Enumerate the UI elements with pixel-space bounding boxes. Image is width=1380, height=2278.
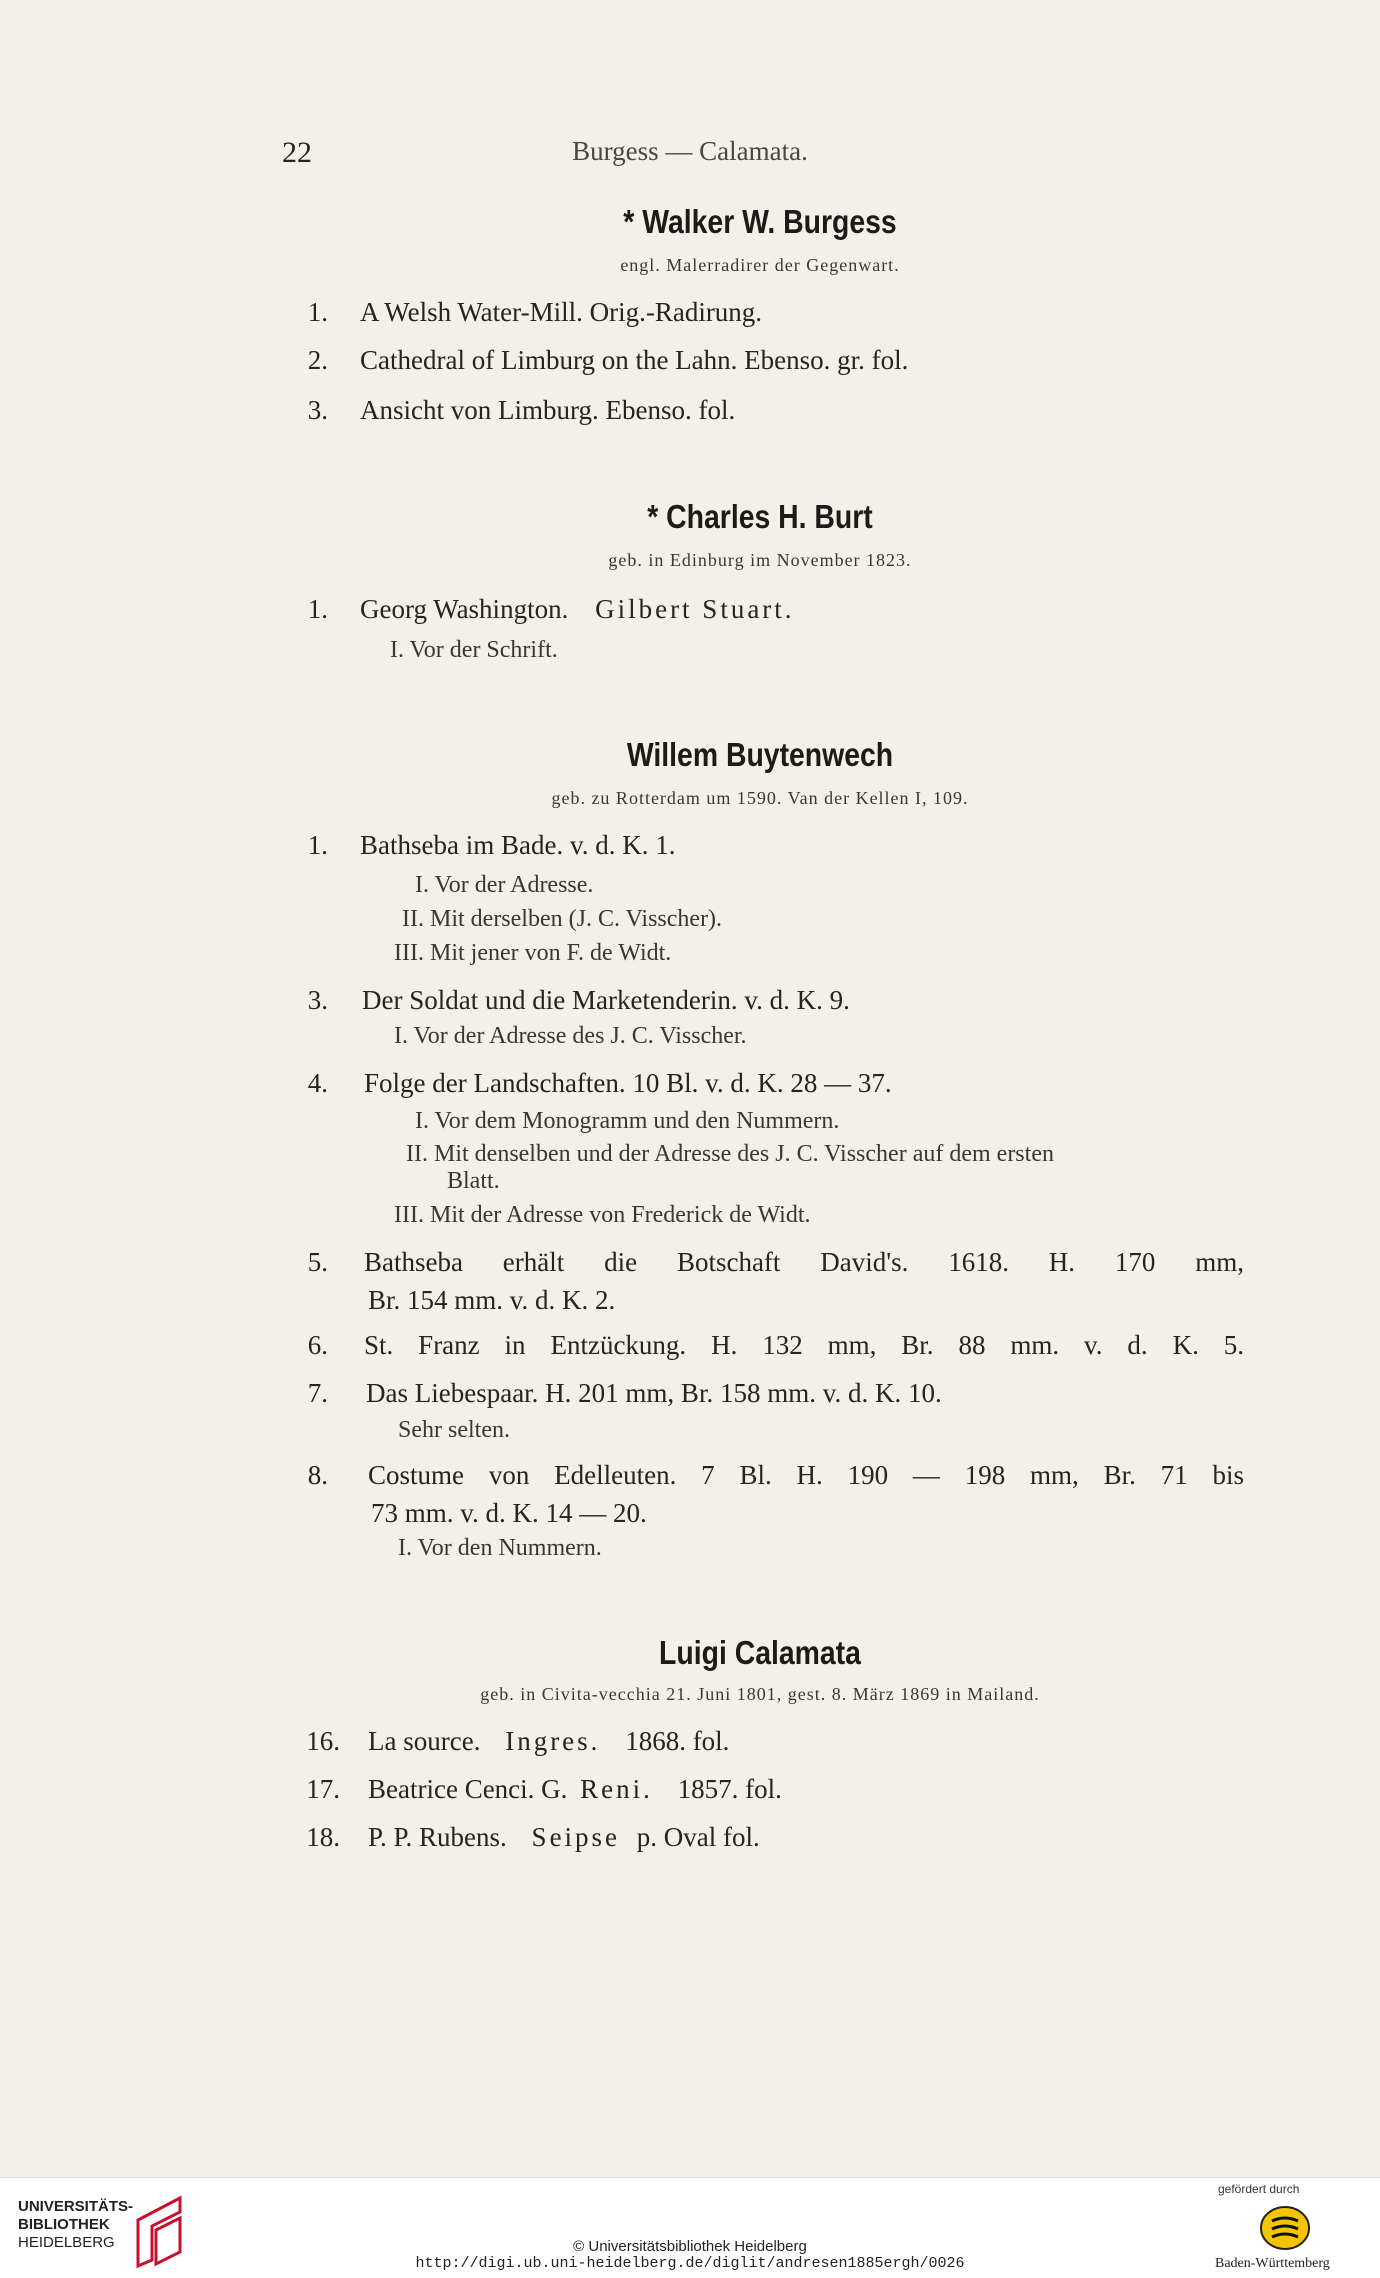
state-note: II. Mit denselben und der Adresse des J. C. Visscher auf dem ersten <box>406 1141 1054 1167</box>
copyright-notice <box>0 2238 1380 2272</box>
entry-artist: Seipse <box>531 1822 621 1852</box>
entry-title: P. P. Rubens. <box>368 1822 507 1852</box>
state-note: II. Mit derselben (J. C. Visscher). <box>402 906 723 932</box>
state-note: I. Vor der Adresse. <box>415 872 594 898</box>
entry-number: 1. <box>307 830 328 860</box>
entry-title: La source. <box>368 1726 481 1756</box>
entry-number: 7. <box>307 1378 328 1408</box>
state-note: III. Mit der Adresse von Frederick de Widt. <box>394 1202 811 1228</box>
entry-text <box>360 594 795 625</box>
entry-number: 5. <box>307 1247 328 1277</box>
section-heading-buytenwech: Willem Buytenwech <box>626 736 894 773</box>
entry-title: Georg Washington. <box>360 594 569 624</box>
state-note: I. Vor dem Monogramm und den Nummern. <box>415 1108 840 1134</box>
entry-text-continued: Br. 154 mm. v. d. K. 2. <box>368 1285 616 1315</box>
entry-title: Beatrice Cenci. G. <box>368 1774 568 1804</box>
entry-text: Costume von Edelleuten. 7 Bl. H. 190 — 198 mm, Br. 71 bis <box>368 1460 1244 1490</box>
entry-tail: 1857. fol. <box>677 1774 782 1804</box>
section-subtitle-calamata: geb. in Civita-vecchia 21. Juni 1801, gest. 8. März 1869 in Mailand. <box>480 1684 1040 1704</box>
section-subtitle-buytenwech: geb. zu Rotterdam um 1590. Van der Kellen I, 109. <box>551 788 969 808</box>
entry-artist: Reni. <box>580 1774 653 1804</box>
entry-text: Cathedral of Limburg on the Lahn. Ebenso. gr. fol. <box>360 345 909 375</box>
entry-number: 3. <box>307 985 328 1015</box>
entry-tail: p. Oval fol. <box>636 1822 760 1852</box>
library-line-3: HEIDELBERG <box>18 2234 115 2251</box>
funded-by-label: gefördert durch <box>1218 2182 1300 2196</box>
section-heading-burt: * Charles H. Burt <box>647 498 873 535</box>
section-heading-burgess: * Walker W. Burgess <box>623 203 897 240</box>
entry-number: 4. <box>307 1068 328 1098</box>
entry-text: Bathseba im Bade. v. d. K. 1. <box>360 830 676 860</box>
entry-text: St. Franz in Entzückung. H. 132 mm, Br. 88 mm. v. d. K. 5. <box>364 1330 1244 1360</box>
entry-text-continued: 73 mm. v. d. K. 14 — 20. <box>371 1498 647 1528</box>
entry-tail: 1868. fol. <box>625 1726 730 1756</box>
entry-text: Bathseba erhält die Botschaft David's. 1618. H. 170 mm, <box>364 1247 1244 1277</box>
state-note: I. Vor den Nummern. <box>398 1535 602 1561</box>
entry-artist: Gilbert Stuart. <box>595 594 795 624</box>
entry-text: Der Soldat und die Marketenderin. v. d. K. 9. <box>362 985 850 1015</box>
section-heading-calamata: Luigi Calamata <box>659 1634 861 1671</box>
funder-name: Baden-Württemberg <box>1215 2256 1330 2271</box>
entry-artist: Ingres. <box>505 1726 601 1756</box>
entry-text: A Welsh Water-Mill. Orig.-Radirung. <box>360 297 763 327</box>
library-line-2: BIBLIOTHEK <box>18 2216 110 2233</box>
page-number: 22 <box>282 136 312 169</box>
entry-number: 8. <box>307 1460 328 1490</box>
state-note: I. Vor der Schrift. <box>390 637 558 663</box>
entry-number: 18. <box>306 1822 340 1852</box>
state-note: I. Vor der Adresse des J. C. Visscher. <box>394 1023 747 1049</box>
library-line-1: UNIVERSITÄTS- <box>18 2198 134 2215</box>
entry-number: 2. <box>307 345 328 375</box>
entry-number: 3. <box>307 395 328 425</box>
copyright-text: © Universitätsbibliothek Heidelberg <box>573 2238 807 2255</box>
state-note: III. Mit jener von F. de Widt. <box>394 940 672 966</box>
section-subtitle-burt: geb. in Edinburg im November 1823. <box>608 550 912 570</box>
entry-number: 17. <box>306 1774 340 1804</box>
entry-text: Folge der Landschaften. 10 Bl. v. d. K. 28 — 37. <box>364 1068 892 1098</box>
state-note: Blatt. <box>447 1168 500 1194</box>
entry-number: 1. <box>307 297 328 327</box>
entry-number: 16. <box>306 1726 340 1756</box>
running-title: Burgess — Calamata. <box>572 136 808 166</box>
entry-text <box>368 1822 760 1853</box>
entry-number: 1. <box>307 594 328 624</box>
entry-text <box>368 1774 782 1805</box>
state-note: Sehr selten. <box>398 1417 510 1443</box>
entry-text: Das Liebespaar. H. 201 mm, Br. 158 mm. v. d. K. 10. <box>366 1378 942 1408</box>
entry-text <box>368 1726 729 1757</box>
baden-wuerttemberg-crest-icon <box>1258 2204 1312 2252</box>
section-subtitle-burgess: engl. Malerradirer der Gegenwart. <box>620 255 900 275</box>
permalink-url[interactable]: http://digi.ub.uni-heidelberg.de/diglit/andresen1885ergh/0026 <box>415 2255 965 2272</box>
entry-text: Ansicht von Limburg. Ebenso. fol. <box>360 395 736 425</box>
entry-number: 6. <box>307 1330 328 1360</box>
